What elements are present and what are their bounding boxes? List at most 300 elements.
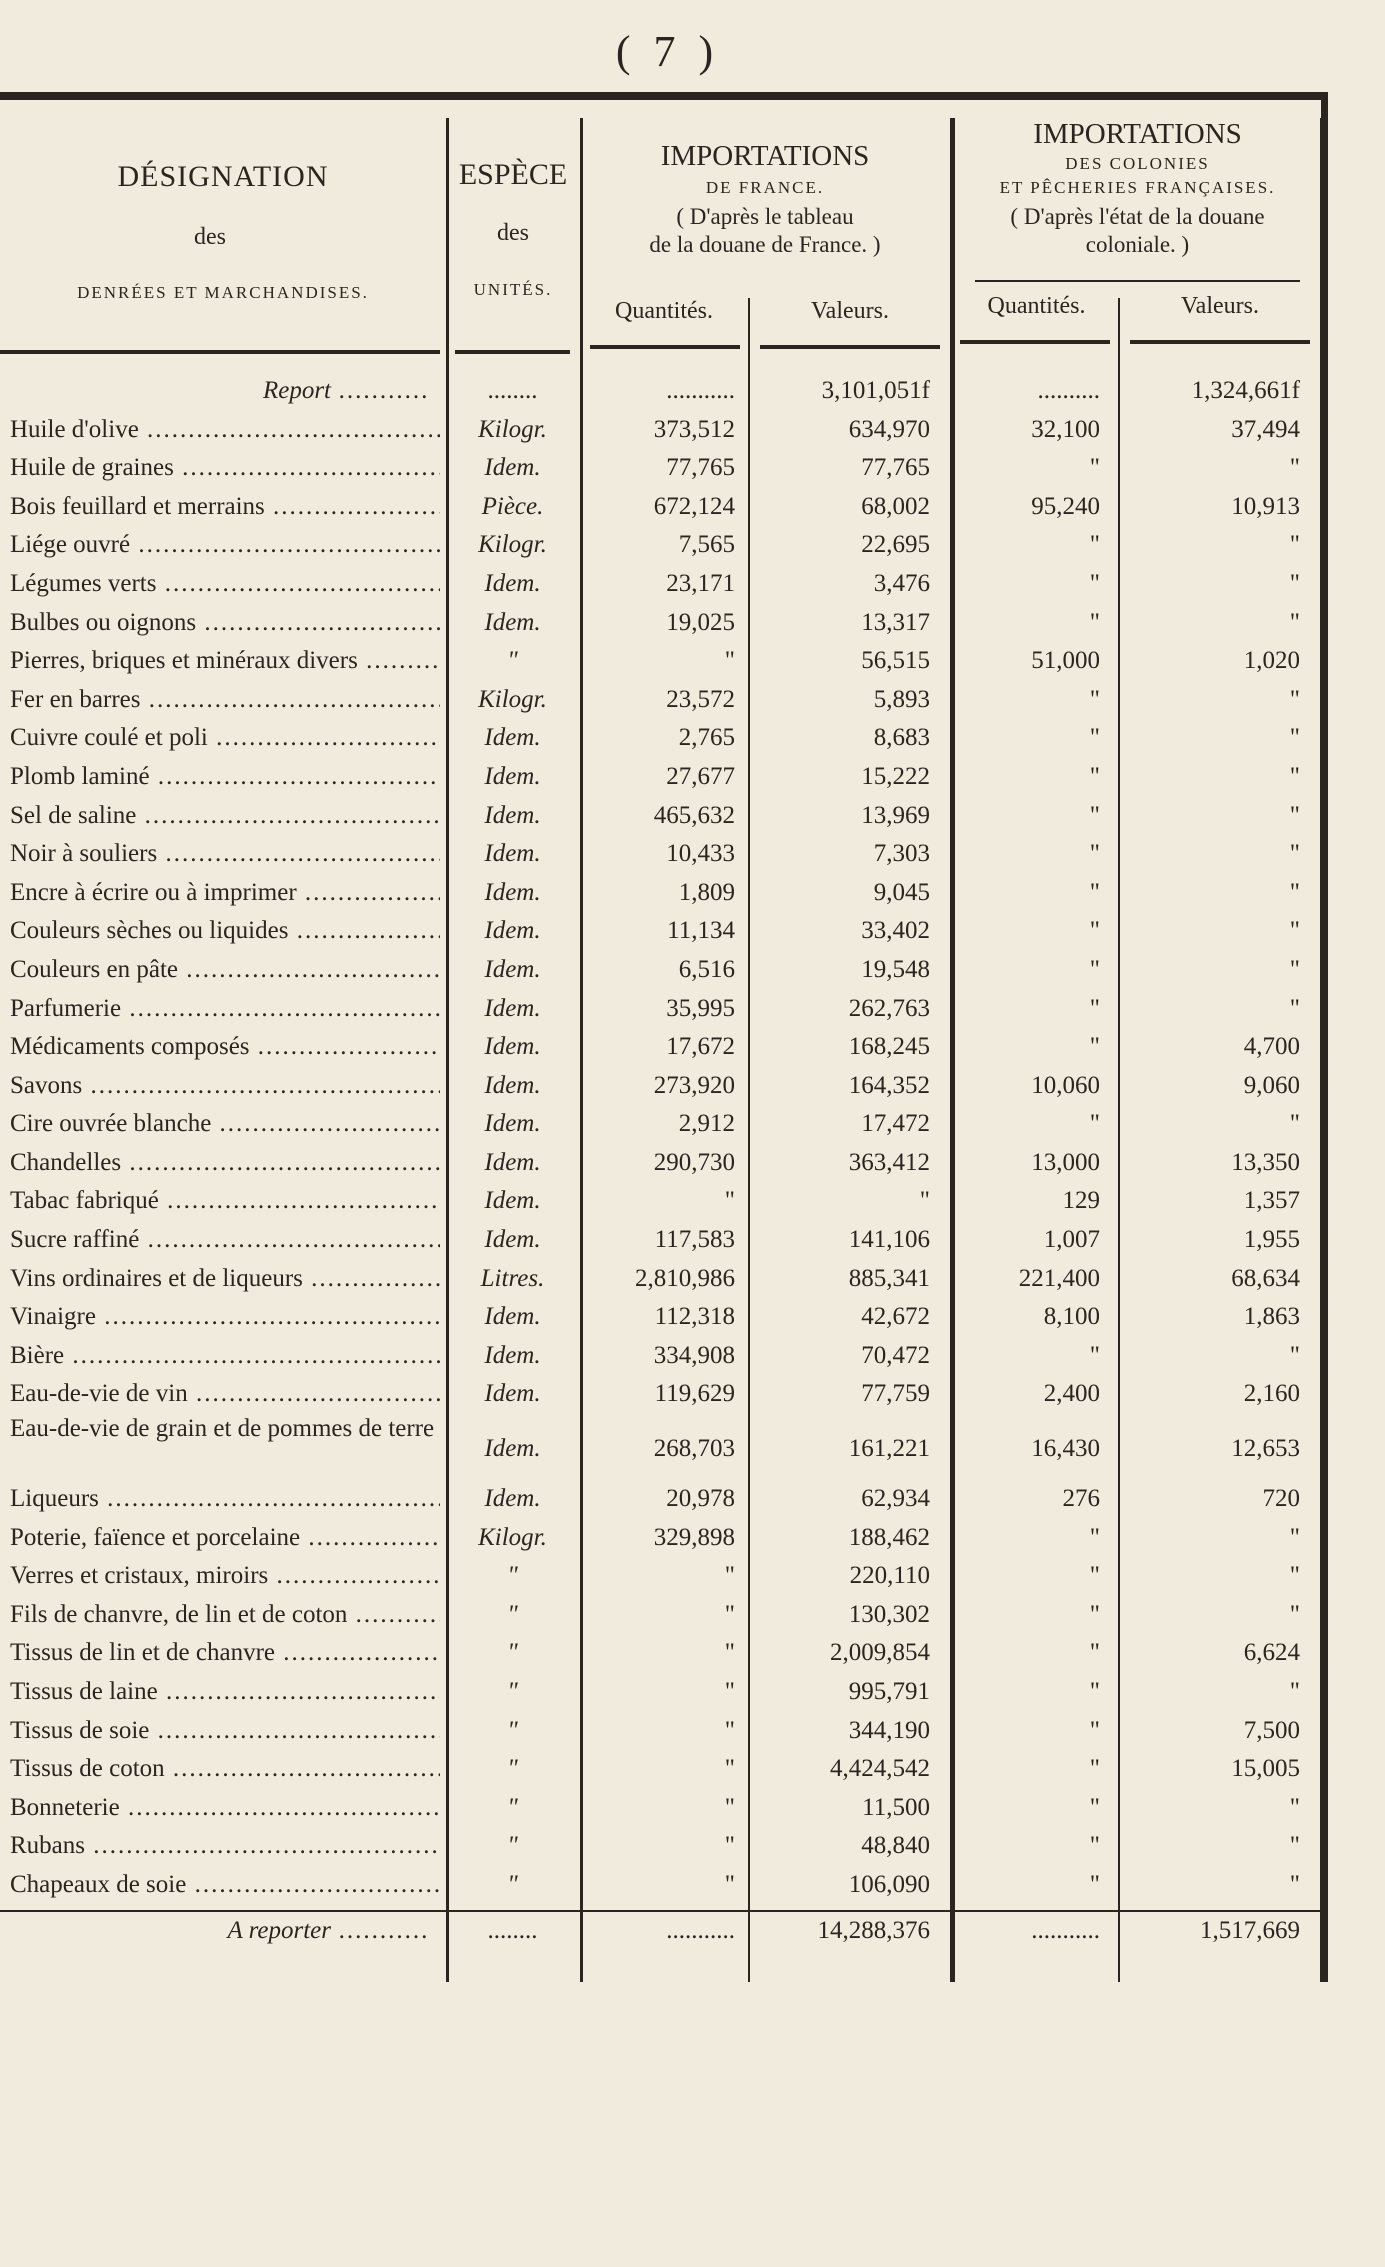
report-label: Report .....	[10, 372, 430, 410]
header-designation-des: des	[194, 224, 226, 250]
cell-unit: Idem.	[484, 994, 541, 1022]
header-france-quantites: Quantités.	[615, 298, 713, 324]
cell-q1: 672,124	[653, 492, 735, 520]
page-number: ( 7 )	[615, 27, 720, 76]
cell-v1: 164,352	[848, 1071, 930, 1099]
cell-v1: "	[919, 1187, 930, 1215]
cell-v2: 1,357	[1243, 1187, 1300, 1215]
cell-desc: Bonneterie .....	[10, 1789, 440, 1827]
cell-unit: Idem.	[484, 724, 541, 752]
cell-q1: 17,672	[666, 1033, 735, 1061]
cell-v2: "	[1289, 955, 1300, 983]
cell-q2: "	[1089, 955, 1100, 983]
cell-unit: "	[507, 1716, 518, 1744]
cell-v1: 220,110	[849, 1562, 930, 1590]
cell-unit: Idem.	[484, 878, 541, 906]
cell-q1: 23,171	[666, 569, 735, 597]
table-row	[0, 526, 1320, 565]
table-row	[0, 912, 1320, 951]
cell-q1: 77,765	[666, 454, 735, 482]
table-row	[0, 1221, 1320, 1260]
cell-v1: 22,695	[861, 531, 930, 559]
table-row	[0, 1028, 1320, 1067]
cell-v2: "	[1289, 878, 1300, 906]
header-designation	[0, 118, 446, 354]
cell-desc: Plomb laminé .....	[10, 758, 440, 796]
cell-desc: Vins ordinaires et de liqueurs .....	[10, 1260, 440, 1298]
cell-desc: Sucre raffiné .....	[10, 1221, 440, 1259]
cell-q1: 11,134	[667, 917, 735, 945]
table-row	[0, 1298, 1320, 1337]
cell-v2: 6,624	[1243, 1639, 1300, 1667]
cell-v2: 1,020	[1243, 647, 1300, 675]
cell-unit: "	[507, 1832, 518, 1860]
cell-unit: "	[507, 1600, 518, 1628]
cell-v1: 17,472	[861, 1110, 930, 1138]
cell-q2: 129	[1062, 1187, 1100, 1215]
cell-q1: 6,516	[678, 955, 735, 983]
cell-v2: 12,653	[1231, 1435, 1300, 1463]
cell-q2: "	[1089, 1870, 1100, 1898]
total-label: A reporter .....	[10, 1912, 430, 1950]
cell-desc: Huile de graines .....	[10, 449, 440, 487]
cell-desc: Vinaigre .....	[10, 1298, 440, 1336]
cell-v2: "	[1289, 608, 1300, 636]
header-colonies-sub2: ET PÊCHERIES FRANÇAISES.	[999, 178, 1276, 197]
cell-v1: 2,009,854	[830, 1639, 930, 1667]
cell-v1: 344,190	[848, 1716, 930, 1744]
cell-q2: "	[1089, 801, 1100, 829]
cell-unit: "	[507, 647, 518, 675]
cell-desc: Fils de chanvre, de lin et de coton .....	[10, 1596, 440, 1634]
cell-v1: 15,222	[861, 762, 930, 790]
cell-desc: Savons .....	[10, 1067, 440, 1105]
report-row	[0, 372, 1320, 411]
table-row	[0, 1557, 1320, 1596]
cell-v1: 106,090	[848, 1870, 930, 1898]
header-rule	[1130, 340, 1310, 344]
cell-desc: Tissus de coton .....	[10, 1750, 440, 1788]
table-row	[0, 1337, 1320, 1376]
cell-q2: "	[1089, 608, 1100, 636]
cell-q2: 13,000	[1031, 1148, 1100, 1176]
cell-desc: Bulbes ou oignons .....	[10, 604, 440, 642]
cell-desc: Couleurs en pâte .....	[10, 951, 440, 989]
cell-q1: 2,912	[678, 1110, 735, 1138]
header-designation-sub: DENRÉES ET MARCHANDISES.	[77, 283, 369, 302]
cell-q2: 221,400	[1018, 1264, 1100, 1292]
cell-v2: "	[1289, 1341, 1300, 1369]
cell-desc: Couleurs sèches ou liquides .....	[10, 912, 440, 950]
table-row	[0, 604, 1320, 643]
header-france-valeurs: Valeurs.	[811, 298, 889, 324]
cell-q1: 23,572	[666, 685, 735, 713]
cell-desc: Légumes verts .....	[10, 565, 440, 603]
report-q2: ..........	[1037, 377, 1100, 404]
cell-v2: "	[1289, 1793, 1300, 1821]
cell-unit: Idem.	[484, 917, 541, 945]
cell-v1: 11,500	[862, 1793, 930, 1821]
cell-v2: 2,160	[1243, 1380, 1300, 1408]
cell-v2: "	[1289, 1678, 1300, 1705]
cell-v2: 13,350	[1231, 1148, 1300, 1176]
cell-q1: 119,629	[654, 1380, 735, 1408]
header-rule	[760, 345, 940, 349]
cell-desc: Encre à écrire ou à imprimer .....	[10, 874, 440, 912]
cell-v1: 161,221	[848, 1435, 930, 1463]
cell-q1: 117,583	[654, 1226, 735, 1254]
header-rule	[0, 350, 440, 354]
cell-v2: "	[1289, 801, 1300, 829]
cell-q1: 7,565	[678, 531, 735, 559]
cell-v2: 7,500	[1243, 1716, 1300, 1744]
cell-q1: "	[724, 1187, 735, 1215]
cell-v2: "	[1289, 840, 1300, 868]
cell-v1: 62,934	[861, 1485, 930, 1513]
table-row	[0, 411, 1320, 450]
cell-q1: 10,433	[666, 840, 735, 868]
cell-q1: "	[724, 647, 735, 675]
header-colonies	[955, 118, 1320, 354]
cell-v1: 56,515	[861, 647, 930, 675]
cell-q1: "	[724, 1832, 735, 1860]
report-unit: ........	[487, 377, 538, 404]
cell-v1: 13,317	[861, 608, 930, 636]
cell-v2: "	[1289, 569, 1300, 597]
cell-v2: 4,700	[1243, 1033, 1300, 1061]
cell-v1: 70,472	[861, 1341, 930, 1369]
cell-v1: 48,840	[861, 1832, 930, 1860]
cell-q2: 8,100	[1043, 1303, 1100, 1331]
cell-v2: "	[1289, 1562, 1300, 1590]
cell-q2: "	[1089, 724, 1100, 752]
cell-q2: "	[1089, 531, 1100, 559]
cell-desc: Tissus de laine .....	[10, 1673, 440, 1711]
cell-q1: "	[724, 1600, 735, 1628]
cell-q2: "	[1089, 1755, 1100, 1783]
cell-desc: Parfumerie .....	[10, 990, 440, 1028]
table-row	[0, 797, 1320, 836]
header-espece	[446, 118, 580, 354]
report-v2: 1,324,661f	[1191, 377, 1300, 404]
cell-v2: 1,863	[1243, 1303, 1300, 1331]
table-row	[0, 1712, 1320, 1751]
cell-unit: "	[507, 1793, 518, 1821]
cell-q2: "	[1089, 1110, 1100, 1138]
header-france-note2: de la douane de France. )	[649, 232, 881, 257]
header-colonies-quantites: Quantités.	[987, 293, 1086, 319]
cell-v2: "	[1289, 762, 1300, 790]
cell-q2: 95,240	[1031, 492, 1100, 520]
cell-v1: 634,970	[848, 415, 930, 443]
header-rule	[590, 345, 740, 349]
cell-unit: Idem.	[484, 1303, 541, 1331]
cell-q1: "	[724, 1755, 735, 1783]
cell-q1: 373,512	[653, 415, 735, 443]
header-france-note1: ( D'après le tableau	[676, 204, 854, 229]
cell-v1: 141,106	[848, 1226, 930, 1254]
table-row	[0, 951, 1320, 990]
header-france	[580, 118, 950, 354]
cell-q2: "	[1089, 1033, 1100, 1061]
header-colonies-title: IMPORTATIONS	[1033, 118, 1242, 150]
cell-v2: "	[1289, 1523, 1300, 1551]
cell-q2: 10,060	[1031, 1071, 1100, 1099]
cell-unit: Idem.	[484, 762, 541, 790]
header-designation-title: DÉSIGNATION	[117, 160, 329, 193]
cell-q1: 19,025	[666, 608, 735, 636]
cell-desc: Eau-de-vie de grain et de pommes de terre	[10, 1415, 435, 1443]
cell-q2: "	[1089, 1341, 1100, 1369]
cell-v1: 13,969	[861, 801, 930, 829]
table-row	[0, 758, 1320, 797]
cell-desc: Chapeaux de soie .....	[10, 1866, 440, 1904]
cell-v2: "	[1289, 1870, 1300, 1898]
cell-v2: 10,913	[1231, 492, 1300, 520]
cell-unit: Idem.	[484, 840, 541, 868]
cell-v2: "	[1289, 724, 1300, 752]
table-row	[0, 1519, 1320, 1558]
cell-v2: 9,060	[1243, 1071, 1300, 1099]
table-row	[0, 1673, 1320, 1712]
header-colonies-note1: ( D'après l'état de la douane	[1010, 204, 1265, 229]
cell-unit: Kilogr.	[478, 1523, 547, 1551]
cell-v1: 68,002	[861, 492, 930, 520]
cell-q1: 329,898	[653, 1523, 735, 1551]
cell-unit: Idem.	[484, 1380, 541, 1408]
cell-unit: Idem.	[484, 454, 541, 482]
cell-v2: "	[1289, 531, 1300, 559]
header-france-title: IMPORTATIONS	[660, 140, 870, 172]
table-row	[0, 1067, 1320, 1106]
table-row	[0, 1789, 1320, 1828]
header-espece-title: ESPÈCE	[458, 158, 568, 191]
cell-desc: Tissus de lin et de chanvre .....	[10, 1634, 440, 1672]
cell-v1: 77,759	[861, 1380, 930, 1408]
header-colonies-note2: coloniale. )	[1085, 232, 1190, 257]
cell-unit: Idem.	[484, 1187, 541, 1215]
cell-unit: Kilogr.	[478, 685, 547, 713]
cell-q2: "	[1089, 917, 1100, 945]
cell-v2: "	[1289, 454, 1300, 482]
cell-q1: 2,765	[678, 724, 735, 752]
cell-q2: 2,400	[1043, 1380, 1100, 1408]
cell-q2: "	[1089, 685, 1100, 713]
cell-v2: "	[1289, 917, 1300, 945]
cell-q1: "	[724, 1716, 735, 1744]
cell-v1: 42,672	[861, 1303, 930, 1331]
cell-desc: Verres et cristaux, miroirs .....	[10, 1557, 440, 1595]
cell-q2: "	[1089, 878, 1100, 906]
cell-q1: 290,730	[653, 1148, 735, 1176]
cell-v1: 19,548	[861, 955, 930, 983]
table-row	[0, 874, 1320, 913]
cell-q2: "	[1089, 1832, 1100, 1860]
cell-desc: Poterie, faïence et porcelaine .....	[10, 1519, 440, 1557]
cell-v1: 9,045	[873, 878, 930, 906]
cell-v1: 363,412	[848, 1148, 930, 1176]
table-row	[0, 681, 1320, 720]
cell-q1: "	[724, 1678, 735, 1705]
cell-q1: 2,810,986	[635, 1264, 735, 1292]
column-divider	[1320, 118, 1325, 1982]
cell-q1: 112,318	[654, 1303, 735, 1331]
cell-q2: 32,100	[1031, 415, 1100, 443]
header-france-sub: DE FRANCE.	[705, 178, 825, 197]
cell-v1: 7,303	[873, 840, 930, 868]
cell-v1: 4,424,542	[830, 1755, 930, 1783]
total-row	[0, 1910, 1320, 1951]
cell-v2: 37,494	[1231, 415, 1300, 443]
cell-v2: "	[1289, 1832, 1300, 1860]
table-body	[0, 372, 1320, 1905]
cell-unit: "	[507, 1755, 518, 1783]
cell-unit: Idem.	[484, 1148, 541, 1176]
total-v1: 14,288,376	[817, 1917, 930, 1944]
table-row	[0, 488, 1320, 527]
cell-v1: 3,476	[873, 569, 930, 597]
cell-desc: Noir à souliers .....	[10, 835, 440, 873]
cell-q2: "	[1089, 1600, 1100, 1628]
cell-unit: Idem.	[484, 801, 541, 829]
cell-unit: Idem.	[484, 1226, 541, 1254]
table-row	[0, 1414, 1320, 1480]
cell-desc: Sel de saline .....	[10, 797, 440, 835]
cell-v2: "	[1289, 1110, 1300, 1138]
cell-desc: Liége ouvré .....	[10, 526, 440, 564]
cell-q2: "	[1089, 762, 1100, 790]
cell-desc: Eau-de-vie de vin .....	[10, 1375, 440, 1413]
cell-v1: 77,765	[861, 454, 930, 482]
table-row	[0, 1375, 1320, 1414]
table-row	[0, 1866, 1320, 1905]
cell-q1: 268,703	[653, 1435, 735, 1463]
table-row	[0, 990, 1320, 1029]
cell-desc: Bois feuillard et merrains .....	[10, 488, 440, 526]
table-row	[0, 1480, 1320, 1519]
cell-desc: Médicaments composés .....	[10, 1028, 440, 1066]
cell-q2: "	[1089, 1678, 1100, 1705]
cell-unit: "	[507, 1870, 518, 1898]
cell-v1: 33,402	[861, 917, 930, 945]
header-colonies-valeurs: Valeurs.	[1181, 293, 1259, 319]
table-row	[0, 1144, 1320, 1183]
table-row	[0, 449, 1320, 488]
cell-v2: 1,955	[1243, 1226, 1300, 1254]
header-rule	[975, 280, 1300, 282]
table-row	[0, 1105, 1320, 1144]
cell-q2: "	[1089, 1562, 1100, 1590]
cell-unit: Idem.	[484, 1110, 541, 1138]
cell-q2: "	[1089, 840, 1100, 868]
cell-q2: 51,000	[1031, 647, 1100, 675]
data-rows	[0, 411, 1320, 1905]
cell-q2: "	[1089, 1639, 1100, 1667]
cell-unit: Idem.	[484, 1485, 541, 1513]
cell-v2: 720	[1262, 1485, 1300, 1513]
cell-desc: Cuivre coulé et poli .....	[10, 719, 440, 757]
cell-q2: "	[1089, 454, 1100, 482]
cell-q1: "	[724, 1562, 735, 1590]
cell-v1: 5,893	[873, 685, 930, 713]
cell-q1: 27,677	[666, 762, 735, 790]
cell-q1: 1,809	[678, 878, 735, 906]
cell-desc: Cire ouvrée blanche .....	[10, 1105, 440, 1143]
cell-v1: 168,245	[848, 1033, 930, 1061]
cell-unit: Idem.	[484, 569, 541, 597]
cell-v1: 885,341	[848, 1264, 930, 1292]
header-espece-des: des	[497, 220, 529, 246]
header-rule	[960, 340, 1110, 344]
total-q1: ...........	[666, 1917, 735, 1944]
cell-v2: "	[1289, 994, 1300, 1022]
cell-q2: "	[1089, 1716, 1100, 1744]
cell-v1: 8,683	[873, 724, 930, 752]
cell-unit: Kilogr.	[478, 415, 547, 443]
cell-q2: "	[1089, 1523, 1100, 1551]
cell-unit: "	[507, 1562, 518, 1590]
table-row	[0, 1260, 1320, 1299]
cell-q2: "	[1089, 1793, 1100, 1821]
cell-desc: Tabac fabriqué .....	[10, 1182, 440, 1220]
report-q1: ...........	[666, 377, 735, 404]
cell-unit: Idem.	[484, 1435, 541, 1463]
cell-q1: 273,920	[653, 1071, 735, 1099]
header-espece-sub: UNITÉS.	[473, 280, 553, 299]
total-unit: ........	[487, 1917, 538, 1944]
cell-unit: Idem.	[484, 608, 541, 636]
cell-q2: "	[1089, 994, 1100, 1022]
header-rule	[455, 350, 570, 354]
table-row	[0, 565, 1320, 604]
table-row	[0, 1634, 1320, 1673]
cell-v1: 995,791	[848, 1678, 930, 1705]
cell-unit: Idem.	[484, 1341, 541, 1369]
cell-unit: "	[507, 1678, 518, 1705]
table-row	[0, 835, 1320, 874]
cell-desc: Rubans .....	[10, 1827, 440, 1865]
cell-v2: "	[1289, 685, 1300, 713]
total-q2: ...........	[1031, 1917, 1100, 1944]
cell-unit: Kilogr.	[478, 531, 547, 559]
report-v1: 3,101,051f	[821, 377, 930, 404]
cell-unit: "	[507, 1639, 518, 1667]
table-row	[0, 642, 1320, 681]
table-row	[0, 1596, 1320, 1635]
table-row	[0, 1750, 1320, 1789]
cell-v1: 130,302	[848, 1600, 930, 1628]
table-row	[0, 1182, 1320, 1221]
total-v2: 1,517,669	[1200, 1917, 1300, 1944]
cell-desc: Pierres, briques et minéraux divers .....	[10, 642, 440, 680]
cell-desc: Liqueurs .....	[10, 1480, 440, 1518]
cell-desc: Huile d'olive .....	[10, 411, 440, 449]
cell-unit: Idem.	[484, 1033, 541, 1061]
cell-v2: 15,005	[1231, 1755, 1300, 1783]
cell-desc: Tissus de soie .....	[10, 1712, 440, 1750]
table-row	[0, 1827, 1320, 1866]
cell-q2: "	[1089, 569, 1100, 597]
cell-q1: 334,908	[653, 1341, 735, 1369]
cell-v2: "	[1289, 1600, 1300, 1628]
cell-v2: 68,634	[1231, 1264, 1300, 1292]
cell-q1: 20,978	[666, 1485, 735, 1513]
cell-q1: 465,632	[653, 801, 735, 829]
cell-unit: Pièce.	[481, 492, 544, 520]
cell-q1: "	[724, 1793, 735, 1821]
cell-desc: Bière .....	[10, 1337, 440, 1375]
cell-q1: "	[724, 1639, 735, 1667]
